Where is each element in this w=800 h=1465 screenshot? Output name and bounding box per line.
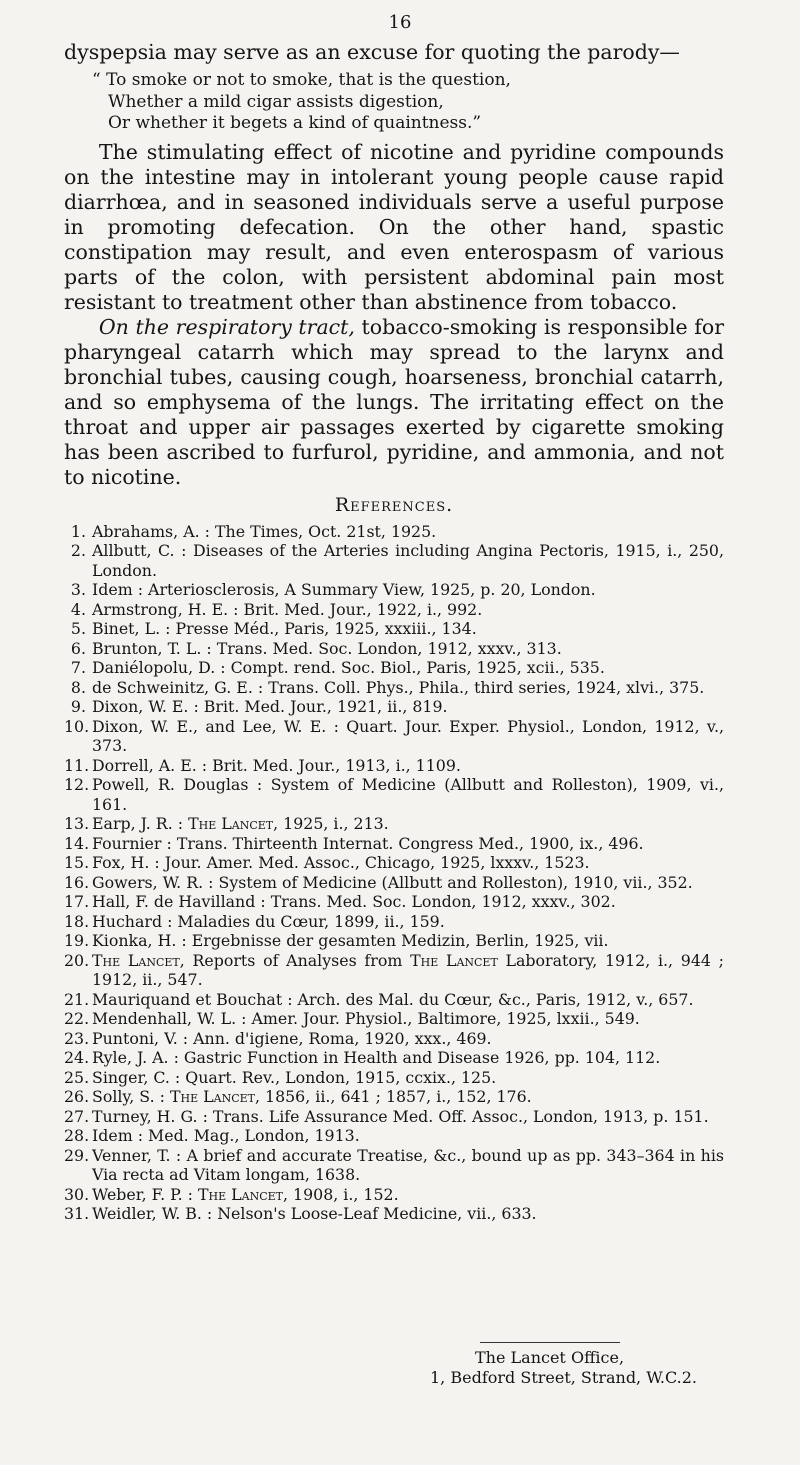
reference-item: [64, 931, 724, 951]
reference-number: 14.: [64, 833, 90, 853]
reference-number: 5.: [70, 619, 86, 638]
reference-item: [64, 1185, 724, 1205]
reference-item: [64, 639, 724, 659]
reference-number: 11.: [64, 755, 90, 775]
reference-item: [64, 541, 724, 580]
parody-quote: [92, 70, 724, 135]
reference-number: 9.: [70, 697, 86, 716]
reference-item: [64, 853, 724, 873]
reference-text: Allbutt, C. : Diseases of the Arteries including Angina Pectoris, 1915, i., 250, London.: [92, 541, 724, 580]
reference-number: 7.: [70, 658, 86, 677]
reference-item: [64, 892, 724, 912]
reference-number: 31.: [64, 1204, 90, 1223]
reference-text: Daniélopolu, D. : Compt. rend. Soc. Biol., Paris, 1925, xcii., 535.: [92, 658, 605, 677]
paragraph-respiratory: [64, 315, 724, 490]
reference-text: Weber, F. P. : The Lancet, 1908, i., 152.: [92, 1184, 399, 1204]
reference-number: 13.: [64, 814, 90, 833]
reference-item: [64, 1029, 724, 1049]
reference-number: 24.: [64, 1048, 90, 1067]
reference-item: [64, 619, 724, 639]
reference-number: 1.: [70, 521, 86, 541]
reference-text: Earp, J. R. : The Lancet, 1925, i., 213.: [92, 814, 389, 833]
reference-number: 28.: [64, 1126, 90, 1145]
reference-text: de Schweinitz, G. E. : Trans. Coll. Phys., Phila., third series, 1924, xlvi., 375.: [92, 677, 705, 697]
reference-number: 26.: [64, 1087, 90, 1106]
footer-line: 1, Bedford Street, Strand, W.C.2.: [430, 1368, 697, 1387]
reference-number: 3.: [70, 580, 86, 599]
reference-item: [64, 1146, 724, 1185]
reference-text: Turney, H. G. : Trans. Life Assurance Med. Off. Assoc., London, 1913, p. 151.: [92, 1106, 709, 1126]
reference-item: [64, 1204, 724, 1224]
reference-number: 18.: [64, 911, 90, 931]
reference-text: Ryle, J. A. : Gastric Function in Health and Disease 1926, pp. 104, 112.: [92, 1048, 661, 1067]
paragraph-intestine: The stimulating effect of nicotine and pyridine compounds on the intestine may in intolerant young people cause rapid diarrhœa, and in seasoned individuals serve a useful purpose in promoting defecation. On the other hand, spastic constipation may result, and even enterospasm of various parts of the colon, with persistent abdominal pain most resistant to treatment other than abstinence from tobacco.: [64, 139, 724, 314]
reference-item: [64, 1107, 724, 1127]
reference-text: Singer, C. : Quart. Rev., London, 1915, ccxix., 125.: [92, 1067, 497, 1087]
reference-number: 16.: [64, 872, 90, 892]
quote-line: Whether a mild cigar assists digestion,: [108, 91, 444, 112]
reference-number: 2.: [70, 541, 86, 560]
reference-item: [64, 697, 724, 717]
footer-line: The Lancet Office,: [475, 1348, 625, 1367]
reference-text: Dorrell, A. E. : Brit. Med. Jour., 1913, i., 1109.: [92, 755, 461, 775]
quote-line: Or whether it begets a kind of quaintness.”: [108, 113, 482, 133]
reference-text: Abrahams, A. : The Times, Oct. 21st, 1925.: [92, 521, 437, 541]
intro-text: dyspepsia may serve as an excuse for quoting the parody—: [64, 40, 680, 64]
footer-address: [430, 1348, 750, 1388]
reference-text: Venner, T. : A brief and accurate Treatise, &c., bound up as pp. 343–364 in his Via recta ad Vitam longam, 1638.: [92, 1145, 724, 1184]
reference-item: [64, 580, 724, 600]
reference-number: 4.: [70, 599, 86, 619]
reference-number: 29.: [64, 1145, 90, 1165]
reference-number: 23.: [64, 1028, 90, 1048]
reference-item: [64, 814, 724, 834]
reference-number: 21.: [64, 989, 90, 1009]
reference-text: Hall, F. de Havilland : Trans. Med. Soc. London, 1912, xxxv., 302.: [92, 892, 616, 911]
reference-number: 30.: [64, 1184, 90, 1204]
reference-number: 6.: [70, 638, 86, 658]
reference-item: [64, 756, 724, 776]
reference-item: [64, 1009, 724, 1029]
reference-item: [64, 834, 724, 854]
reference-text: Puntoni, V. : Ann. d'igiene, Roma, 1920, xxx., 469.: [92, 1028, 492, 1048]
reference-text: Mendenhall, W. L. : Amer. Jour. Physiol., Baltimore, 1925, lxxii., 549.: [92, 1009, 640, 1028]
quote-line: “ To smoke or not to smoke, that is the question,: [92, 70, 511, 90]
reference-item: [64, 1126, 724, 1146]
reference-item: [64, 873, 724, 893]
reference-item: [64, 912, 724, 932]
reference-text: Dixon, W. E., and Lee, W. E. : Quart. Jour. Exper. Physiol., London, 1912, v., 373.: [92, 716, 724, 755]
reference-number: 10.: [64, 716, 90, 736]
reference-number: 20.: [64, 950, 90, 970]
reference-text: Brunton, T. L. : Trans. Med. Soc. London, 1912, xxxv., 313.: [92, 638, 562, 658]
reference-item: [64, 990, 724, 1010]
reference-item: [64, 775, 724, 814]
reference-text: Fox, H. : Jour. Amer. Med. Assoc., Chicago, 1925, lxxxv., 1523.: [92, 853, 590, 872]
reference-item: [64, 600, 724, 620]
page-number: 16: [388, 12, 412, 33]
reference-item: [64, 678, 724, 698]
paragraph-italic-lead: On the respiratory tract,: [98, 314, 355, 339]
reference-number: 17.: [64, 892, 90, 911]
references-list: [64, 522, 724, 1224]
reference-text: Powell, R. Douglas : System of Medicine (Allbutt and Rolleston), 1909, vi., 161.: [92, 775, 724, 814]
reference-number: 8.: [70, 677, 86, 697]
reference-number: 19.: [64, 931, 90, 950]
reference-number: 27.: [64, 1106, 90, 1126]
footer-rule: [480, 1342, 620, 1343]
reference-text: Idem : Arteriosclerosis, A Summary View, 1925, p. 20, London.: [92, 580, 596, 599]
reference-item: [64, 717, 724, 756]
reference-text: Huchard : Maladies du Cœur, 1899, ii., 159.: [92, 911, 445, 931]
reference-number: 15.: [64, 853, 90, 872]
reference-number: 25.: [64, 1067, 90, 1087]
reference-text: Idem : Med. Mag., London, 1913.: [92, 1126, 360, 1145]
reference-item: [64, 522, 724, 542]
reference-text: Dixon, W. E. : Brit. Med. Jour., 1921, ii., 819.: [92, 697, 448, 716]
reference-text: Solly, S. : The Lancet, 1856, ii., 641 ; 1857, i., 152, 176.: [92, 1087, 532, 1106]
paragraph-respiratory-text: tobacco-smoking is responsible for pharyngeal catarrh which may spread to the larynx and bronchial tubes, causing cough, hoarseness, bronchial catarrh, and so emphysema of the lungs. The irritating effect on the throat and upper air passages exerted by cigarette smoking has been ascribed to furfurol, pyridine, and ammonia, and not to nicotine.: [64, 314, 724, 489]
reference-number: 12.: [64, 775, 90, 794]
reference-text: Armstrong, H. E. : Brit. Med. Jour., 1922, i., 992.: [92, 599, 483, 619]
reference-text: Mauriquand et Bouchat : Arch. des Mal. du Cœur, &c., Paris, 1912, v., 657.: [92, 989, 694, 1009]
reference-text: Weidler, W. B. : Nelson's Loose-Leaf Medicine, vii., 633.: [92, 1204, 537, 1223]
reference-text: Fournier : Trans. Thirteenth Internat. Congress Med., 1900, ix., 496.: [92, 833, 644, 853]
references-heading: References.: [334, 493, 454, 516]
reference-item: [64, 658, 724, 678]
reference-item: [64, 1068, 724, 1088]
reference-text: The Lancet, Reports of Analyses from The Lancet Laboratory, 1912, i., 944 ; 1912, ii., 547.: [92, 950, 724, 989]
reference-text: Binet, L. : Presse Méd., Paris, 1925, xxxiii., 134.: [92, 619, 477, 638]
page-body: [64, 40, 724, 1224]
reference-item: [64, 1087, 724, 1107]
reference-item: [64, 951, 724, 990]
reference-number: 22.: [64, 1009, 90, 1028]
reference-text: Gowers, W. R. : System of Medicine (Allbutt and Rolleston), 1910, vii., 352.: [92, 872, 693, 892]
reference-text: Kionka, H. : Ergebnisse der gesamten Medizin, Berlin, 1925, vii.: [92, 931, 609, 950]
reference-item: [64, 1048, 724, 1068]
